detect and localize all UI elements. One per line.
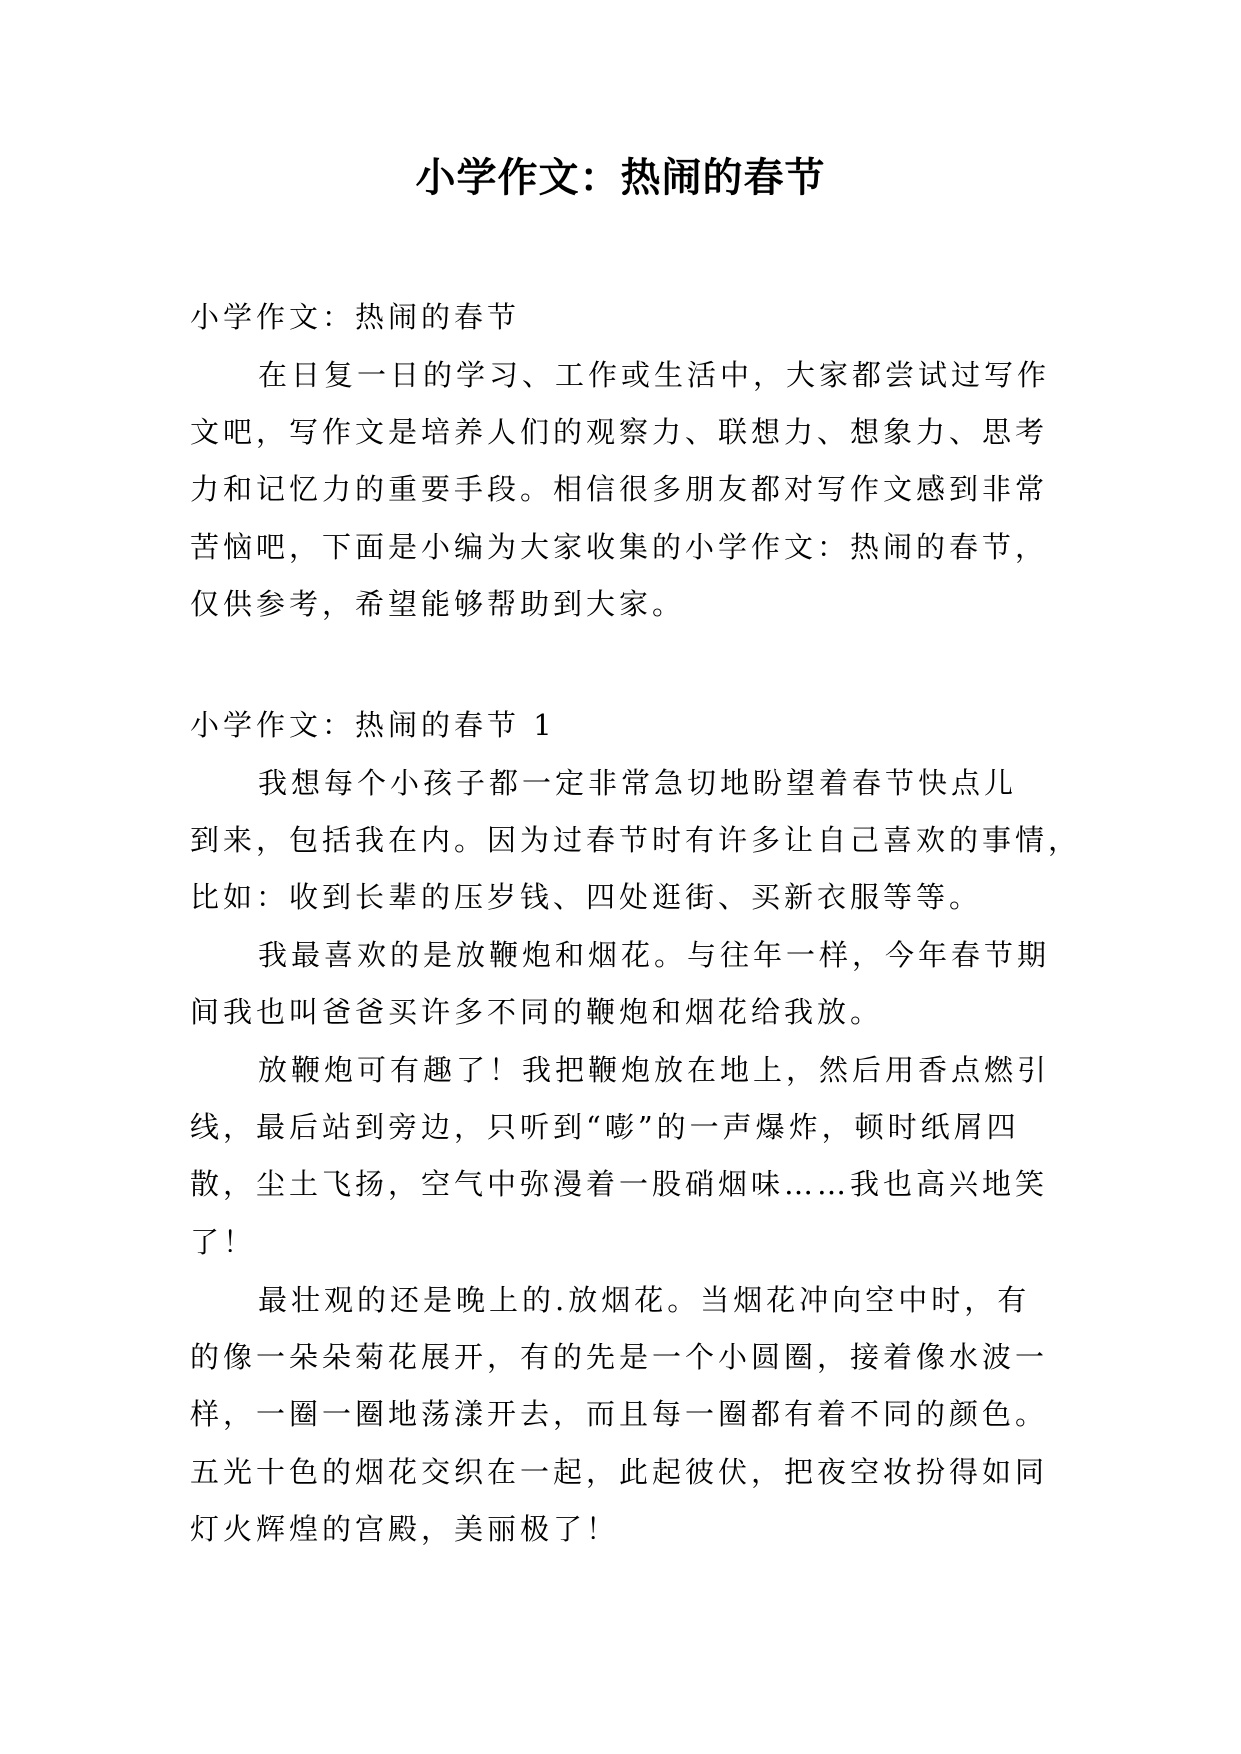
paragraph-line: 我最喜欢的是放鞭炮和烟花。与往年一样，今年春节期 xyxy=(258,938,1051,972)
intro-line: 在日复一日的学习、工作或生活中，大家都尝试过写作 xyxy=(258,358,1051,392)
paragraph-line: 比如：收到长辈的压岁钱、四处逛街、买新衣服等等。 xyxy=(190,880,983,914)
paragraph-line: 线，最后站到旁边，只听到“嘭”的一声爆炸，顿时纸屑四 xyxy=(190,1110,1020,1144)
subtitle: 小学作文：热闹的春节 xyxy=(190,300,521,334)
paragraph-line: 五光十色的烟花交织在一起，此起彼伏，把夜空妆扮得如同 xyxy=(190,1455,1049,1489)
paragraph-line: 的像一朵朵菊花展开，有的先是一个小圆圈，接着像水波一 xyxy=(190,1340,1049,1374)
paragraph-line: 我想每个小孩子都一定非常急切地盼望着春节快点儿 xyxy=(258,766,1018,800)
paragraph-line: 放鞭炮可有趣了！我把鞭炮放在地上，然后用香点燃引 xyxy=(258,1053,1051,1087)
section-heading: 小学作文：热闹的春节 1 xyxy=(190,708,556,742)
intro-line: 仅供参考，希望能够帮助到大家。 xyxy=(190,587,686,621)
paragraph-line: 散，尘土飞扬，空气中弥漫着一股硝烟味……我也高兴地笑 xyxy=(190,1167,1049,1201)
intro-line: 文吧，写作文是培养人们的观察力、联想力、想象力、思考 xyxy=(190,415,1049,449)
paragraph-line: 最壮观的还是晚上的.放烟花。当烟花冲向空中时，有 xyxy=(258,1283,1031,1317)
intro-line: 苦恼吧，下面是小编为大家收集的小学作文：热闹的春节， xyxy=(190,530,1049,564)
paragraph-line: 到来，包括我在内。因为过春节时有许多让自己喜欢的事情， xyxy=(190,823,1082,857)
intro-line: 力和记忆力的重要手段。相信很多朋友都对写作文感到非常 xyxy=(190,472,1049,506)
paragraph-line: 样，一圈一圈地荡漾开去，而且每一圈都有着不同的颜色。 xyxy=(190,1397,1049,1431)
paragraph-line: 灯火辉煌的宫殿，美丽极了！ xyxy=(190,1512,620,1546)
document-title: 小学作文：热闹的春节 xyxy=(415,155,826,201)
paragraph-line: 间我也叫爸爸买许多不同的鞭炮和烟花给我放。 xyxy=(190,995,884,1029)
paragraph-line: 了！ xyxy=(190,1225,257,1259)
